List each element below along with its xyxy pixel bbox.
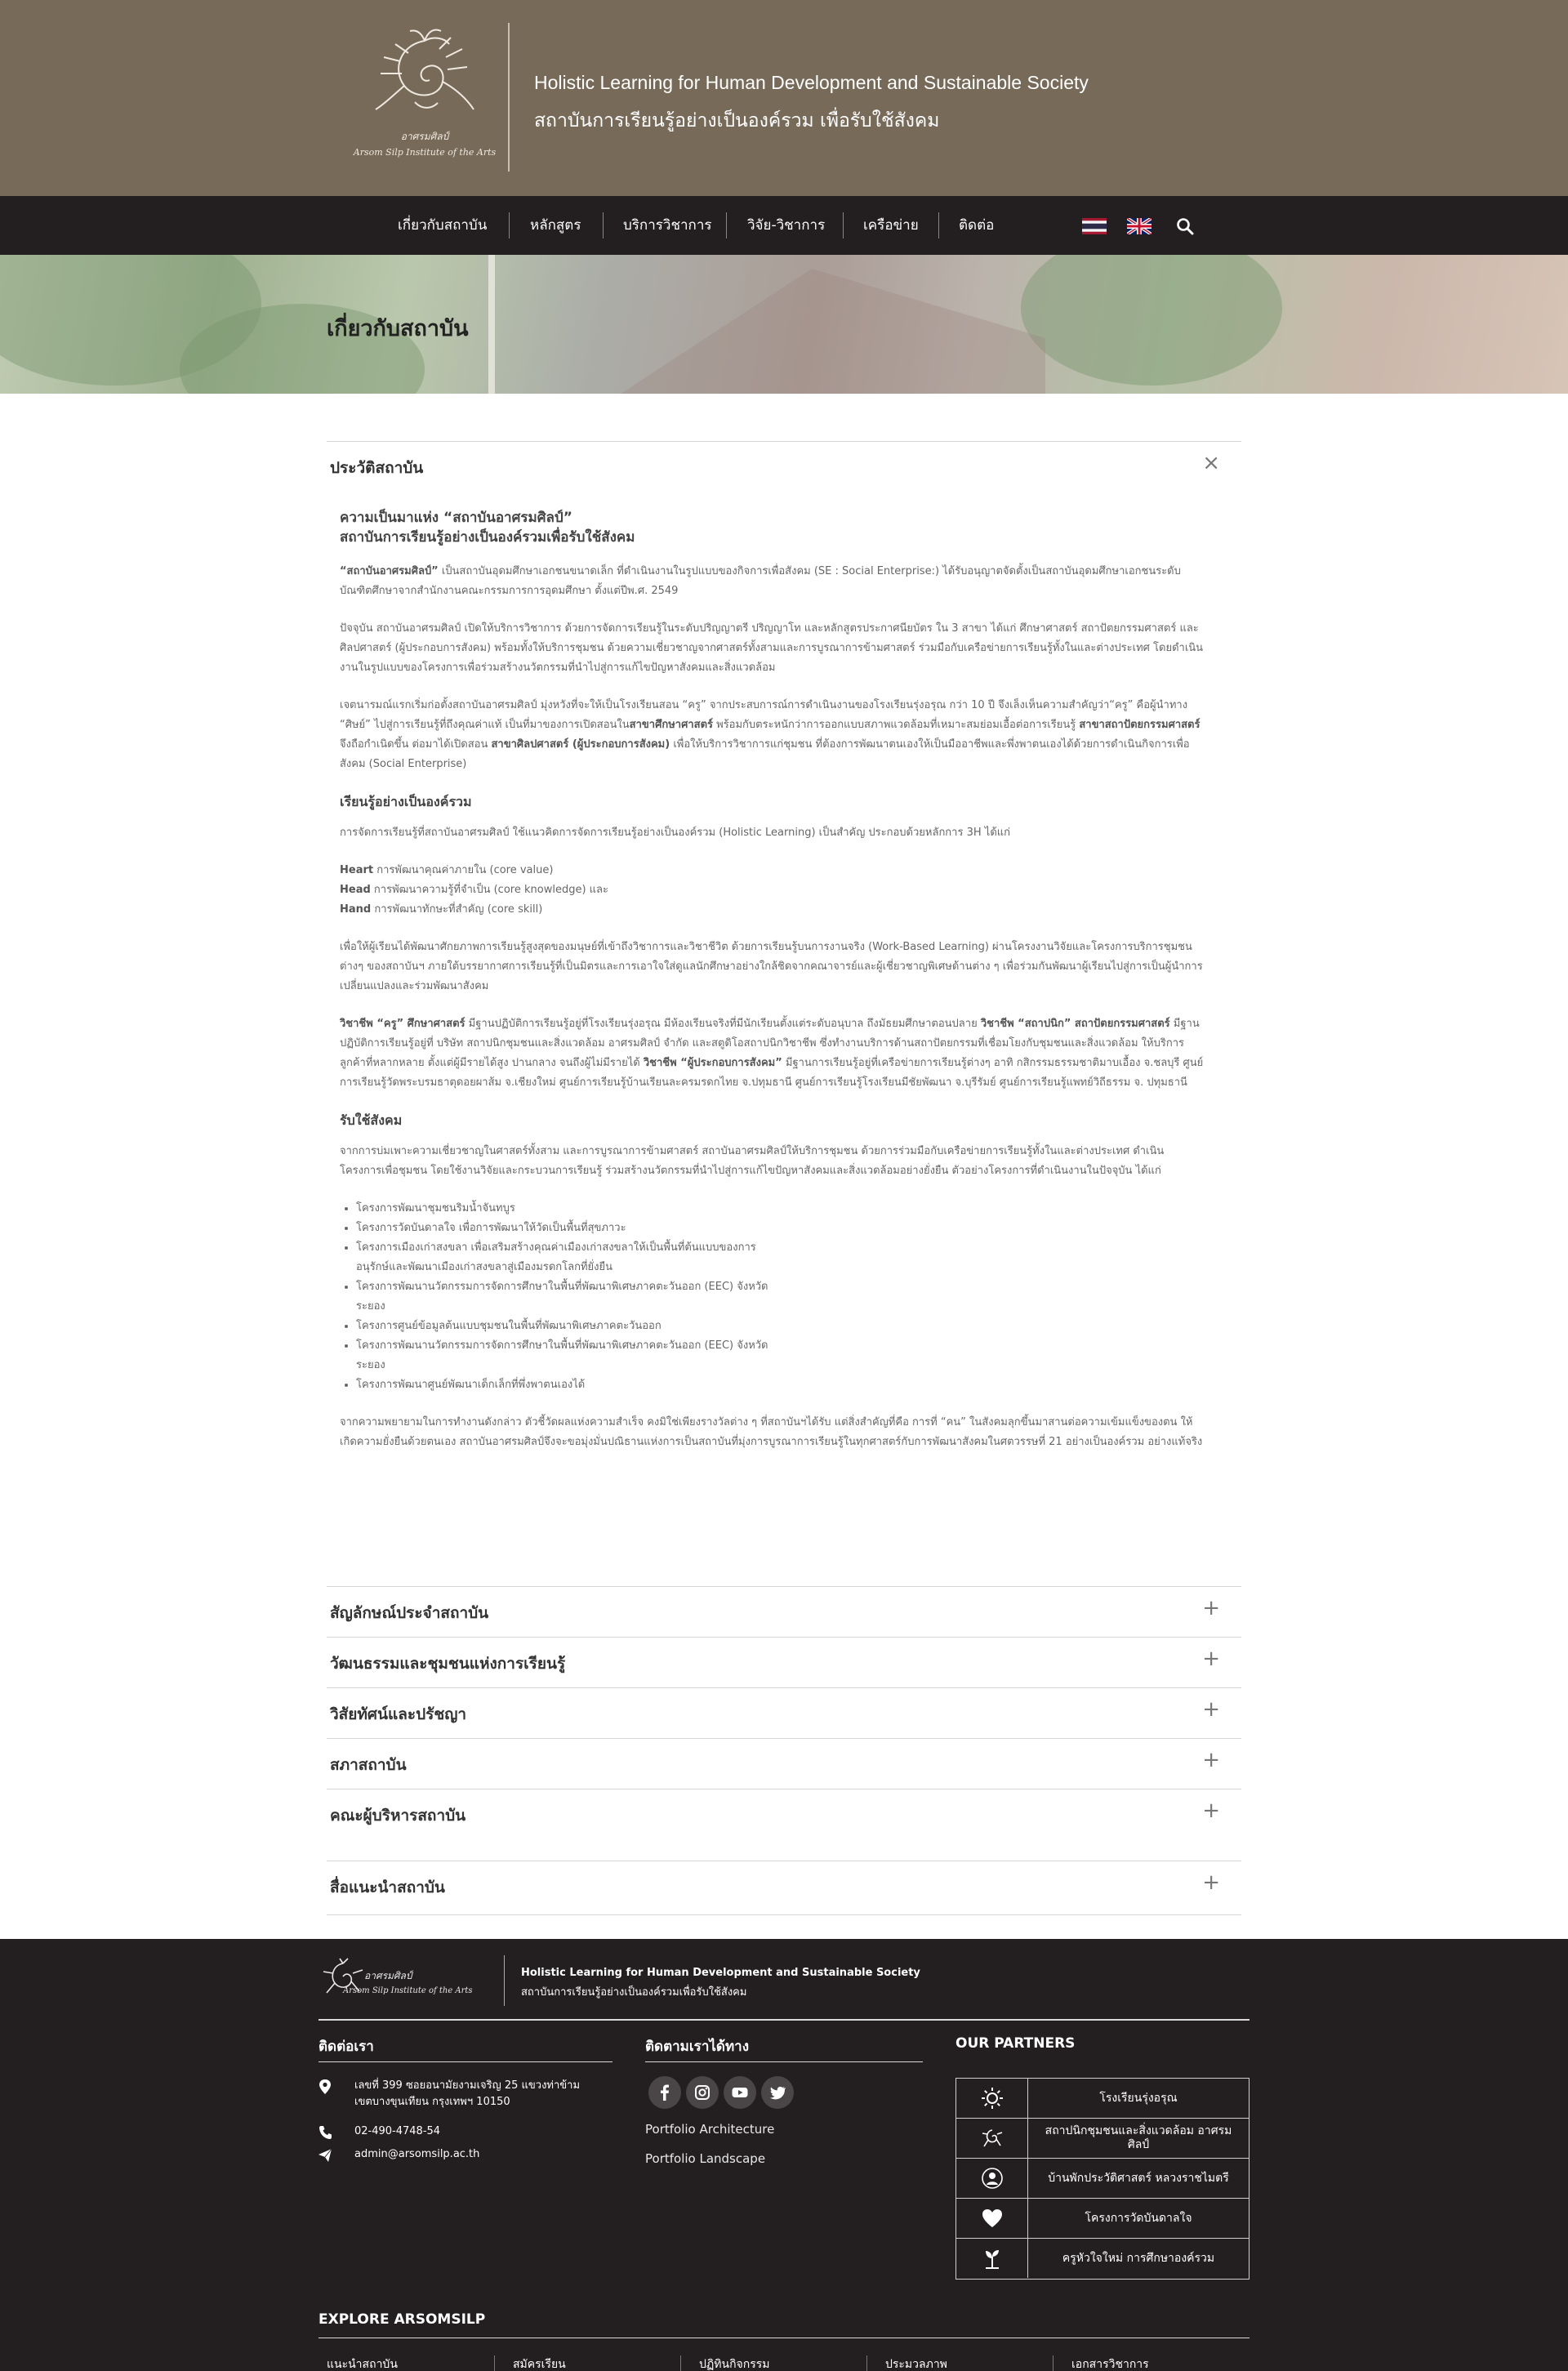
partner-logo	[956, 2119, 1028, 2158]
accordion-title: วิสัยทัศน์และปรัชญา	[330, 1705, 467, 1723]
address-text: เลขที่ 399 ซอยอนามัยงามเจริญ 25 แขวงท่าข้าม เขตบางขุนเทียน กรุงเทพฯ 10150	[354, 2079, 581, 2108]
history-heading-line-2: สถาบันการเรียนรู้อย่างเป็นองค์รวมเพื่อรับใช้สังคม	[340, 529, 635, 546]
partner-row[interactable]	[956, 2159, 1249, 2199]
email-text: admin@arsomsilp.ac.th	[354, 2148, 480, 2160]
accordion-item-symbol[interactable]	[327, 1586, 1241, 1637]
head-text: การพัฒนาความรู้ที่จำเป็น (core knowledge) และ	[370, 884, 608, 896]
partner-name: ครูหัวใจใหม่ การศึกษาองค์รวม	[1062, 2251, 1215, 2265]
nav-item-programs[interactable]: หลักสูตร	[530, 217, 581, 234]
page-title: เกี่ยวกับสถาบัน	[327, 316, 469, 341]
portfolio-architecture-link[interactable]: Portfolio Architecture	[645, 2122, 775, 2137]
paragraph-text: เจตนารมณ์แรกเริ่มก่อตั้งสถาบันอาศรมศิลป์ มุ่งหวังที่จะให้เป็นโรงเรียนสอน “ครู” จากประสบการณ์การดำเนินงานของโรงเรียนรุ่งอรุณ กว่า 10 ปี จึงเล็งเห็นความสำคัญว่า“ครู” คือผู้นำทาง “ศิษย์” ไปสู่การเรียนรู้ที่ถึงคุณค่าแท้ เป็นที่มาของการเปิดสอนใน	[340, 699, 1188, 731]
nav-item-research[interactable]: วิจัย-วิชาการ	[747, 217, 826, 234]
list-item: • โครงการพัฒนาศูนย์พัฒนาเด็กเล็กที่พึ่งพาตนเองได้	[356, 1375, 1205, 1395]
holistic-paragraph: การจัดการเรียนรู้ที่สถาบันอาศรมศิลป์ ใช้แนวคิดการจัดการเรียนรู้อย่างเป็นองค์รวม (Holistic Learning) เป็นสำคัญ ประกอบด้วยหลักการ 3H ได้แก่	[340, 827, 1011, 839]
nav-item-contact[interactable]: ติดต่อ	[959, 217, 995, 234]
explore-link[interactable]: ปฏิทินกิจกรรม	[699, 2358, 770, 2371]
facebook-glyph	[657, 2084, 673, 2101]
partner-logo	[956, 2239, 1028, 2278]
footer-logo-caption-english: Arsom Silp Institute of the Arts	[343, 1986, 473, 1995]
accordion-item-history[interactable]	[327, 441, 1241, 492]
closing-paragraph: จากความพยายามในการทำงานดังกล่าว ตัวชี้วัดผลแห่งความสำเร็จ คงมิใช่เพียงรางวัลต่าง ๆ ที่สถาบันฯได้รับ แต่สิ่งสำคัญที่คือ การที่ “คน” ในสังคมลุกขึ้นมาสานต่อความเข้มแข็งของตน ให้เกิดความยั่งยืนด้วยตนเอง สถาบันอาศรมศิลป์จึงจะขอมุ่งมั่นปณิธานแห่งการเป็นสถาบันที่มุ่งการบูรณาการเรียนรู้ในทุกศาสตร์กับการพัฒนาสังคมในศตวรรษที่ 21 อย่างเป็นองค์รวม อย่างแท้จริง	[340, 1416, 1203, 1448]
close-icon[interactable]: ×	[1202, 451, 1220, 475]
instagram-icon[interactable]	[686, 2076, 719, 2109]
list-item: • โครงการพัฒนานวัตกรรมการจัดการศึกษาในพื้นที่พัฒนาพิเศษภาคตะวันออก (EEC) จังหวัดระยอง	[356, 1277, 781, 1317]
logo-caption-english: Arsom Silp Institute of the Arts	[353, 147, 497, 158]
holistic-heading: เรียนรู้อย่างเป็นองค์รวม	[340, 794, 472, 809]
nav-separator	[726, 212, 727, 238]
accordion-title: สื่อแนะนำสถาบัน	[330, 1879, 445, 1896]
nav-separator	[603, 212, 604, 238]
nav-item-network[interactable]: เครือข่าย	[863, 217, 919, 234]
twitter-glyph	[769, 2084, 786, 2101]
accordion-item-media[interactable]	[327, 1861, 1241, 1911]
footer-rule	[318, 2061, 612, 2062]
search-icon[interactable]	[1176, 217, 1194, 235]
paragraph-text: พร้อมกับตระหนักว่าการออกแบบสภาพแวดล้อมที่เหมาะสมย่อมเอื้อต่อการเรียนรู้	[713, 719, 1080, 731]
accordion-item-vision[interactable]	[327, 1687, 1241, 1738]
plus-icon[interactable]: +	[1202, 1596, 1220, 1620]
portfolio-landscape-link[interactable]: Portfolio Landscape	[645, 2151, 766, 2166]
explore-separator	[1053, 2355, 1054, 2371]
phone-text: 02-490-4748-54	[354, 2125, 441, 2137]
contact-title: ติดต่อเรา	[318, 2039, 374, 2055]
sprout-logo-icon	[981, 2247, 1004, 2270]
nav-item-academic-services[interactable]: บริการวิชาการ	[623, 217, 712, 234]
partners-title: OUR PARTNERS	[956, 2035, 1076, 2052]
list-item: • โครงการพัฒนานวัตกรรมการจัดการศึกษาในพื้นที่พัฒนาพิเศษภาคตะวันออก (EEC) จังหวัดระยอง	[356, 1336, 781, 1375]
hero-overlay	[0, 255, 1568, 394]
explore-link[interactable]: สมัครเรียน	[513, 2358, 566, 2371]
portrait-logo-icon	[981, 2167, 1004, 2190]
holistic-paragraph: เพื่อให้ผู้เรียนได้พัฒนาศักยภาพการเรียนรู้สูงสุดของมนุษย์ที่เข้าถึงวิชาการและวิชาชีวิต ด้วยการเรียนรู้บนการงานจริง (Work-Based Learning) ผ่านโครงงานวิจัยและโครงการบริการชุมชนต่างๆ ของสถาบันฯ ภายใต้บรรยากาศการเรียนรู้ที่เป็นมิตรและการเอาใจใส่ดูแลนักศึกษาอย่างใกล้ชิดจากคณาจารย์และผู้เชี่ยวชาญพิเศษด้านต่าง ๆ เพื่อร่วมกันพัฒนาผู้เรียนไปสู่การเป็นผู้นำการเปลี่ยนแปลงและร่วมพัฒนาสังคม	[340, 941, 1203, 992]
accordion-title: ประวัติสถาบัน	[330, 459, 424, 477]
nav-separator	[938, 212, 939, 238]
location-pin-icon	[318, 2079, 332, 2094]
explore-link[interactable]: ประมวลภาพ	[885, 2358, 947, 2371]
accordion-title: คณะผู้บริหารสถาบัน	[330, 1807, 466, 1825]
header-tagline-th: สถาบันการเรียนรู้อย่างเป็นองค์รวม เพื่อรับใช้สังคม	[534, 110, 940, 131]
paragraph-text: จึงถือกำเนิดขึ้น ต่อมาได้เปิดสอน	[340, 738, 492, 751]
footer-logo-caption-thai: อาศรมศิลป์	[364, 1970, 412, 1981]
institute-logo[interactable]	[343, 25, 506, 167]
nav-separator	[509, 212, 510, 238]
accordion-title: สัญลักษณ์ประจำสถาบัน	[330, 1604, 489, 1622]
send-icon	[318, 2148, 332, 2163]
contact-phone[interactable]	[318, 2124, 612, 2141]
history-paragraph: ปัจจุบัน สถาบันอาศรมศิลป์ เปิดให้บริการวิชาการ ด้วยการจัดการเรียนรู้ในระดับปริญญาตรี ปริญญาโท และหลักสูตรประกาศนียบัตร ใน 3 สาขา ได้แก่ ศึกษาศาสตร์ สถาปัตยกรรมศาสตร์ และศิลปศาสตร์ (ผู้ประกอบการสังคม) พร้อมทั้งให้บริการชุมชน ด้วยความเชี่ยวชาญจากศาสตร์ทั้งสามและการบูรณาการข้ามศาสตร์ ร่วมมือกับเครือข่ายการเรียนรู้ทั้งในและต่างประเทศ โดยดำเนินงานในรูปแบบของโครงการเพื่อร่วมสร้างนวัตกรรมที่นำไปสู่การแก้ไขปัญหาสังคมและสิ่งแวดล้อม	[340, 622, 1204, 674]
accordion-title: วัฒนธรรมและชุมชนแห่งการเรียนรู้	[330, 1655, 566, 1673]
uk-flag-icon[interactable]	[1127, 218, 1152, 234]
follow-title: ติดตามเราได้ทาง	[645, 2039, 750, 2055]
youtube-glyph	[732, 2084, 748, 2101]
accordion-title: สภาสถาบัน	[330, 1756, 407, 1774]
accordion-item-council[interactable]	[327, 1738, 1241, 1789]
three-h-list	[340, 861, 1205, 920]
partners-table	[956, 2078, 1250, 2280]
plus-icon[interactable]: +	[1202, 1697, 1220, 1722]
partner-name: สถาปนิกชุมชนและสิ่งแวดล้อม อาศรมศิลป์	[1045, 2124, 1232, 2151]
partner-logo	[956, 2159, 1028, 2198]
history-heading	[340, 508, 1205, 547]
partner-row[interactable]	[956, 2119, 1249, 2159]
contact-address	[318, 2078, 612, 2114]
plus-icon[interactable]: +	[1202, 1748, 1220, 1772]
partner-row[interactable]	[956, 2079, 1249, 2119]
partner-row[interactable]	[956, 2239, 1249, 2279]
heart-logo-icon	[981, 2207, 1004, 2230]
instagram-glyph	[694, 2084, 710, 2101]
list-item: • โครงการเมืองเก่าสงขลา เพื่อเสริมสร้างคุณค่าเมืองเก่าสงขลาให้เป็นพื้นที่ต้นแบบของการอนุรักษ์และพัฒนาเมืองเก่าสงขลาสู่เมืองมรดกโลกที่ยั่งยืน	[356, 1238, 781, 1277]
plus-icon[interactable]: +	[1202, 1870, 1220, 1895]
emblem-logo-icon	[981, 2127, 1004, 2150]
list-item: • โครงการพัฒนาชุมชนริมน้ำจันทบูร	[356, 1199, 1205, 1219]
history-heading-line-1: ความเป็นมาแห่ง “สถาบันอาศรมศิลป์”	[340, 510, 572, 526]
header-divider	[508, 23, 510, 172]
partner-name: โรงเรียนรุ่งอรุณ	[1099, 2091, 1178, 2105]
facebook-icon[interactable]	[648, 2076, 681, 2109]
profession-label: วิชาชีพ “ผู้ประกอบการสังคม”	[643, 1057, 782, 1069]
explore-title: EXPLORE ARSOMSILP	[318, 2311, 486, 2328]
projects-list	[356, 1199, 1205, 1395]
accordion-item-culture[interactable]	[327, 1637, 1241, 1687]
partner-logo	[956, 2079, 1028, 2118]
footer-tagline-th: สถาบันการเรียนรู้อย่างเป็นองค์รวมเพื่อรับใช้สังคม	[521, 1986, 747, 1999]
partner-name: บ้านพักประวัติศาสตร์ หลวงราชไมตรี	[1048, 2171, 1229, 2185]
site-footer	[0, 1939, 1568, 2371]
footer-rule	[318, 2019, 1250, 2021]
explore-link[interactable]: แนะนำสถาบัน	[327, 2358, 398, 2371]
paragraph-text: มีฐานปฏิบัติการเรียนรู้อยู่ที่โรงเรียนรุ่งอรุณ มีห้องเรียนจริงที่มีนักเรียนตั้งแต่ระดับอนุบาล ถึงมัธยมศึกษาตอนปลาย	[465, 1018, 981, 1030]
hand-text: การพัฒนาทักษะที่สำคัญ (core skill)	[371, 903, 543, 916]
main-nav	[0, 196, 1568, 255]
profession-label: วิชาชีพ “ครู” ศึกษาศาสตร์	[340, 1018, 466, 1030]
sun-logo-icon	[981, 2087, 1004, 2110]
heart-label: Heart	[340, 864, 374, 876]
footer-rule	[645, 2061, 923, 2062]
nav-item-about[interactable]: เกี่ยวกับสถาบัน	[398, 217, 488, 234]
header-tagline-en: Holistic Learning for Human Development and Sustainable Society	[534, 72, 1089, 93]
thai-flag-icon[interactable]	[1082, 218, 1107, 234]
plus-icon[interactable]: +	[1202, 1798, 1220, 1823]
hero-banner	[0, 255, 1568, 394]
explore-link[interactable]: เอกสารวิชาการ	[1071, 2358, 1149, 2371]
footer-divider	[504, 1955, 505, 2006]
footer-logo[interactable]	[318, 1957, 474, 2006]
site-header	[0, 0, 1568, 196]
program-name: สาขาศิลปศาสตร์ (ผู้ประกอบการสังคม)	[491, 738, 670, 751]
logo-emblem-icon	[318, 1957, 368, 2003]
logo-caption-thai: อาศรมศิลป์	[400, 131, 449, 142]
history-paragraph	[340, 562, 1205, 601]
logo-emblem-icon	[343, 25, 506, 127]
partner-logo	[956, 2199, 1028, 2238]
list-item: • โครงการวัดบันดาลใจ เพื่อการพัฒนาให้วัดเป็นพื้นที่สุขภาวะ	[356, 1219, 1205, 1238]
nav-separator	[843, 212, 844, 238]
paragraph-text: เพื่อให้บริการวิชาการแก่ชุมชน ที่ต้องการพัฒนาตนเองให้เป็นมืออาชีพและพึ่งพาตนเองได้ด้วยการดำเนินกิจการเพื่อสังคม (Social Enterprise)	[340, 738, 1190, 770]
partner-name: โครงการวัดบันดาลใจ	[1085, 2211, 1192, 2225]
youtube-icon[interactable]	[724, 2076, 756, 2109]
explore-separator	[866, 2355, 867, 2371]
history-paragraph	[340, 696, 1205, 774]
serve-society-paragraph: จากการบ่มเพาะความเชี่ยวชาญในศาสตร์ทั้งสาม และการบูรณาการข้ามศาสตร์ สถาบันอาศรมศิลป์ให้บริการชุมชน ด้วยการร่วมมือกับเครือข่ายการเรียนรู้ทั้งในและต่างประเทศ ดำเนินโครงการเพื่อชุมชน โดยใช้งานวิจัยและกระบวนการเรียนรู้ ร่วมสร้างนวัตกรรมที่นำไปสู่การแก้ไขปัญหาสังคมและสิ่งแวดล้อมอย่างยั่งยืน ตัวอย่างโครงการที่ดำเนินงานในปัจจุบัน ได้แก่	[340, 1145, 1165, 1177]
heart-text: การพัฒนาคุณค่าภายใน (core value)	[373, 864, 554, 876]
contact-email[interactable]	[318, 2146, 612, 2164]
hand-label: Hand	[340, 903, 372, 916]
paragraph-text: มีฐานปฏิบัติการเรียนรู้อยู่ที่ บริษัท สถาปนิกชุมชนและสิ่งแวดล้อม อาศรมศิลป์ จำกัด และสตูดิโอสถาปนิกวิชาชีพ ซึ่งทำงานบริการด้านสถาปัตยกรรมที่เชื่อมโยงกับชุมชนและสิ่งแวดล้อม ให้บริการลูกค้าที่หลากหลาย ตั้งแต่ผู้มีรายได้สูง ปานกลาง จนถึงผู้ไม่มีรายได้	[340, 1018, 1200, 1069]
paragraph-text: เป็นสถาบันอุดมศึกษาเอกชนขนาดเล็ก ที่ดำเนินงานในรูปแบบของกิจการเพื่อสังคม (SE : Social Enterprise:) ได้รับอนุญาตจัดตั้งเป็นสถาบันอุดมศึกษาเอกชนระดับบัณฑิตศึกษาจากสำนักงานคณะกรรมการการอุดมศึกษา ตั้งแต่ปีพ.ศ. 2549	[340, 565, 1181, 597]
institute-name: “สถาบันอาศรมศิลป์”	[340, 565, 439, 577]
explore-separator	[494, 2355, 495, 2371]
accordion-item-executives[interactable]	[327, 1789, 1241, 1839]
twitter-icon[interactable]	[761, 2076, 794, 2109]
history-content	[340, 508, 1205, 1470]
profession-paragraph	[340, 1014, 1205, 1093]
serve-society-heading: รับใช้สังคม	[340, 1112, 403, 1128]
paragraph-text: มีฐานการเรียนรู้อยู่ที่เครือข่ายการเรียนรู้ต่างๆ อาทิ กสิกรรมธรรมชาติมาบเอื้อง จ.ชลบุรี ศูนย์การเรียนรู้วัดพระบรมธาตุดอยผาส้ม จ.เชียงใหม่ ศูนย์การเรียนรู้บ้านเรียนละครมรดกไทย จ.ปทุมธานี ศูนย์การเรียนรู้โรงเรียนมีชัยพัฒนา จ.บุรีรัมย์ ศูนย์การเรียนรู้แพทย์วิถีธรรม จ. ปทุมธานี	[340, 1057, 1204, 1089]
plus-icon[interactable]: +	[1202, 1647, 1220, 1671]
profession-label: วิชาชีพ “สถาปนิก” สถาปัตยกรรมศาสตร์	[980, 1018, 1170, 1030]
accordion-divider	[327, 1914, 1241, 1915]
list-item: • โครงการศูนย์ข้อมูลต้นแบบชุมชนในพื้นที่พัฒนาพิเศษภาคตะวันออก	[356, 1317, 1205, 1336]
head-label: Head	[340, 884, 371, 896]
program-name: สาขาสถาปัตยกรรมศาสตร์	[1079, 719, 1200, 731]
footer-tagline-en: Holistic Learning for Human Development and Sustainable Society	[521, 1967, 920, 1979]
explore-separator	[680, 2355, 681, 2371]
program-name: สาขาศึกษาศาสตร์	[629, 719, 713, 731]
partner-row[interactable]	[956, 2199, 1249, 2239]
phone-icon	[318, 2125, 332, 2140]
